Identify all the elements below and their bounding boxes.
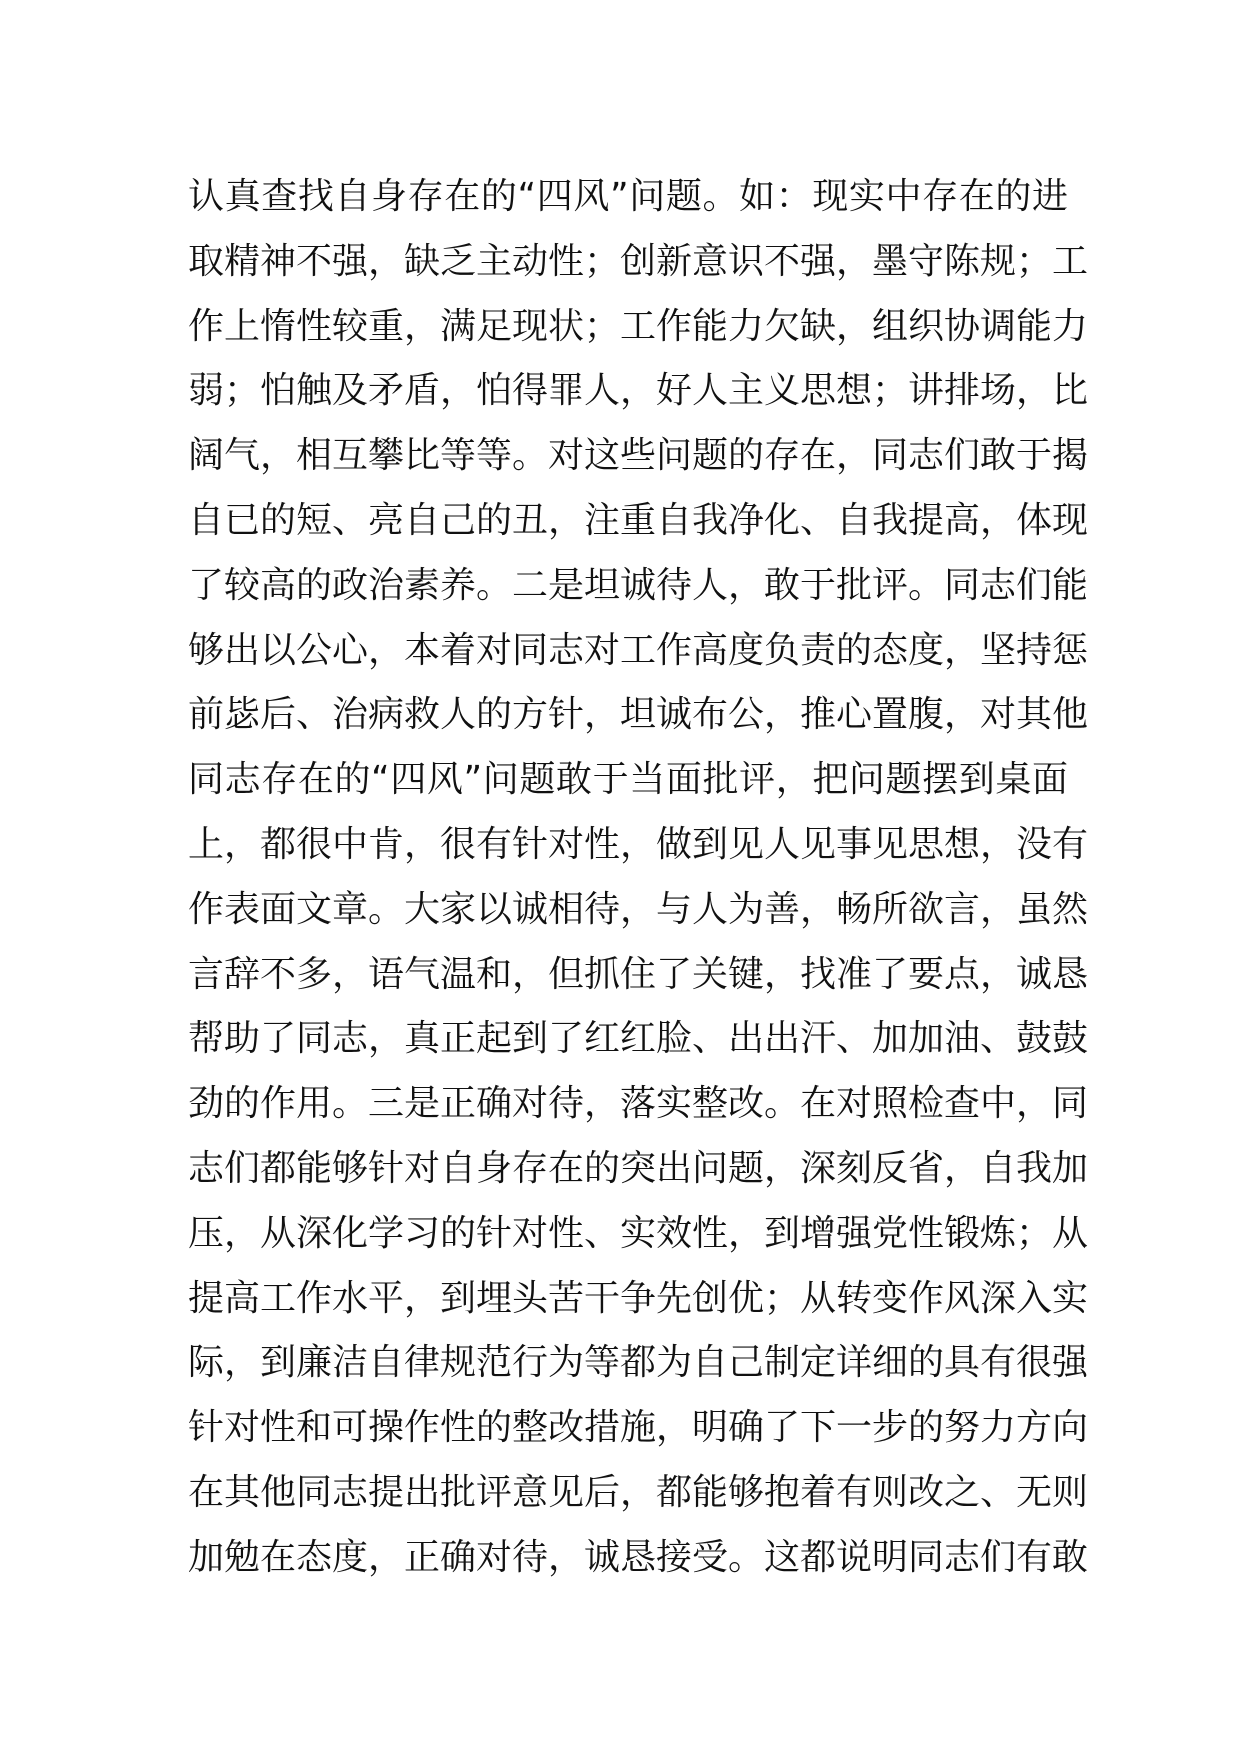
text-line: 同志存在的“四风”问题敢于当面批评，把问题摆到桌面 bbox=[188, 759, 1068, 801]
text-line: 志们都能够针对自身存在的突出问题，深刻反省，自我加 bbox=[188, 1147, 1089, 1189]
text-line: 够出以公心，本着对同志对工作高度负责的态度，坚持惩 bbox=[188, 629, 1089, 671]
text-line: 针对性和可操作性的整改措施，明确了下一步的努力方向 bbox=[188, 1407, 1089, 1449]
text-line: 认真查找自身存在的“四风”问题。如：现实中存在的进 bbox=[188, 176, 1068, 217]
text-line: 在其他同志提出批评意见后，都能够抱着有则改之、无则 bbox=[188, 1471, 1089, 1513]
text-line: 了较高的政治素养。二是坦诚待人，敢于批评。同志们能 bbox=[188, 564, 1089, 606]
text-line: 压，从深化学习的针对性、实效性，到增强党性锻炼；从 bbox=[188, 1212, 1089, 1254]
text-line: 作上惰性较重，满足现状；工作能力欠缺，组织协调能力 bbox=[188, 305, 1089, 347]
text-line: 阔气，相互攀比等等。对这些问题的存在，同志们敢于揭 bbox=[188, 435, 1089, 477]
text-line: 提高工作水平，到埋头苦干争先创优；从转变作风深入实 bbox=[188, 1277, 1089, 1319]
text-line: 上，都很中肯，很有针对性，做到见人见事见思想，没有 bbox=[188, 823, 1089, 865]
body-text bbox=[188, 165, 1089, 1591]
text-line: 弱；怕触及矛盾，怕得罪人，好人主义思想；讲排场，比 bbox=[188, 370, 1089, 412]
text-line: 际，到廉洁自律规范行为等都为自己制定详细的具有很强 bbox=[188, 1342, 1089, 1384]
text-line: 作表面文章。大家以诚相待，与人为善，畅所欲言，虽然 bbox=[188, 888, 1089, 930]
text-line: 前毖后、治病救人的方针，坦诚布公，推心置腹，对其他 bbox=[188, 694, 1089, 736]
text-line: 言辞不多，语气温和，但抓住了关键，找准了要点，诚恳 bbox=[188, 953, 1089, 995]
text-line: 帮助了同志，真正起到了红红脸、出出汗、加加油、鼓鼓 bbox=[188, 1018, 1089, 1060]
text-line: 自已的短、亮自己的丑，注重自我净化、自我提高，体现 bbox=[188, 499, 1089, 541]
text-line: 取精神不强，缺乏主动性；创新意识不强，墨守陈规；工 bbox=[188, 240, 1089, 282]
text-line: 劲的作用。三是正确对待，落实整改。在对照检查中，同 bbox=[188, 1083, 1089, 1125]
text-line: 加勉在态度，正确对待，诚恳接受。这都说明同志们有敢 bbox=[188, 1536, 1089, 1578]
